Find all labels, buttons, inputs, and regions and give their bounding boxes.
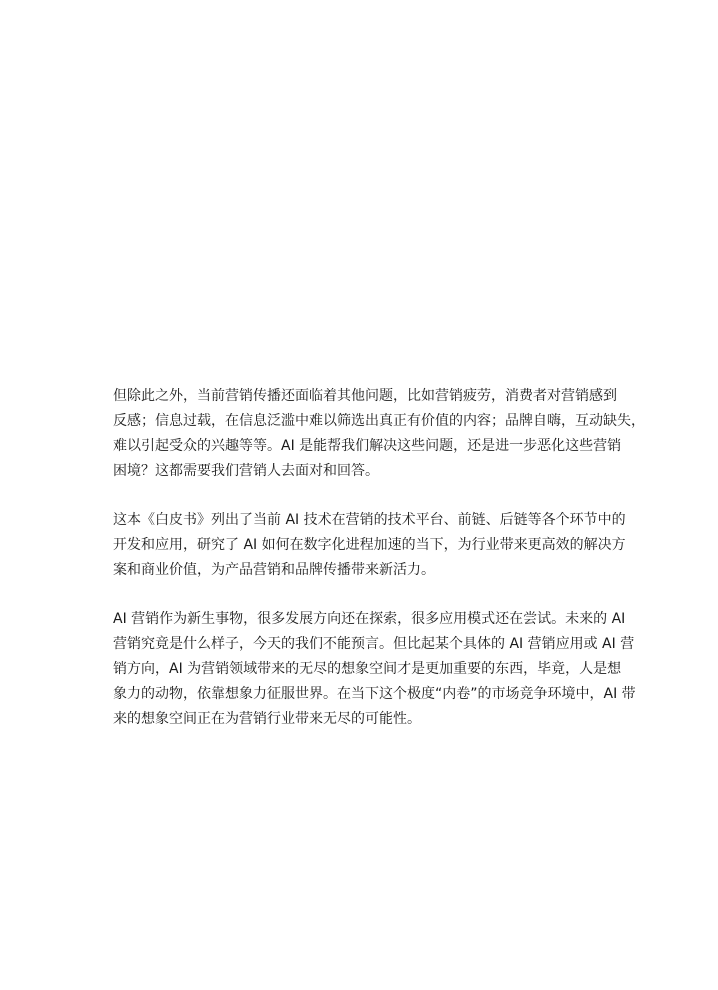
body-text <box>113 384 645 756</box>
paragraph-3 <box>113 607 636 732</box>
text-line: 销方向，AI 为营销领域带来的无尽的想象空间才是更加重要的东西，毕竟，人是想 <box>113 661 622 677</box>
paragraph-1 <box>113 384 645 484</box>
text-line: 难以引起受众的兴趣等等。AI 是能帮我们解决这些问题，还是进一步恶化这些营销 <box>113 438 622 454</box>
text-line: AI 营销作为新生事物，很多发展方向还在探索，很多应用模式还在尝试。未来的 AI <box>113 611 626 627</box>
text-line: 困境？这都需要我们营销人去面对和回答。 <box>113 463 379 479</box>
paragraph-2 <box>113 508 626 583</box>
text-line: 反感；信息过载，在信息泛滥中难以筛选出真正有价值的内容；品牌自嗨，互动缺失， <box>113 413 645 429</box>
text-line: 来的想象空间正在为营销行业带来无尽的可能性。 <box>113 711 421 727</box>
text-line: 象力的动物，依靠想象力征服世界。在当下这个极度“内卷”的市场竞争环境中，AI 带 <box>113 686 636 702</box>
text-line: 案和商业价值，为产品营销和品牌传播带来新活力。 <box>113 562 435 578</box>
text-line: 这本《白皮书》列出了当前 AI 技术在营销的技术平台、前链、后链等各个环节中的 <box>113 512 626 528</box>
text-line: 营销究竟是什么样子，今天的我们不能预言。但比起某个具体的 AI 营销应用或 AI 营 <box>113 636 635 652</box>
text-line: 开发和应用，研究了 AI 如何在数字化进程加速的当下，为行业带来更高效的解决方 <box>113 537 626 553</box>
text-line: 但除此之外，当前营销传播还面临着其他问题，比如营销疲劳，消费者对营销感到 <box>113 388 617 404</box>
